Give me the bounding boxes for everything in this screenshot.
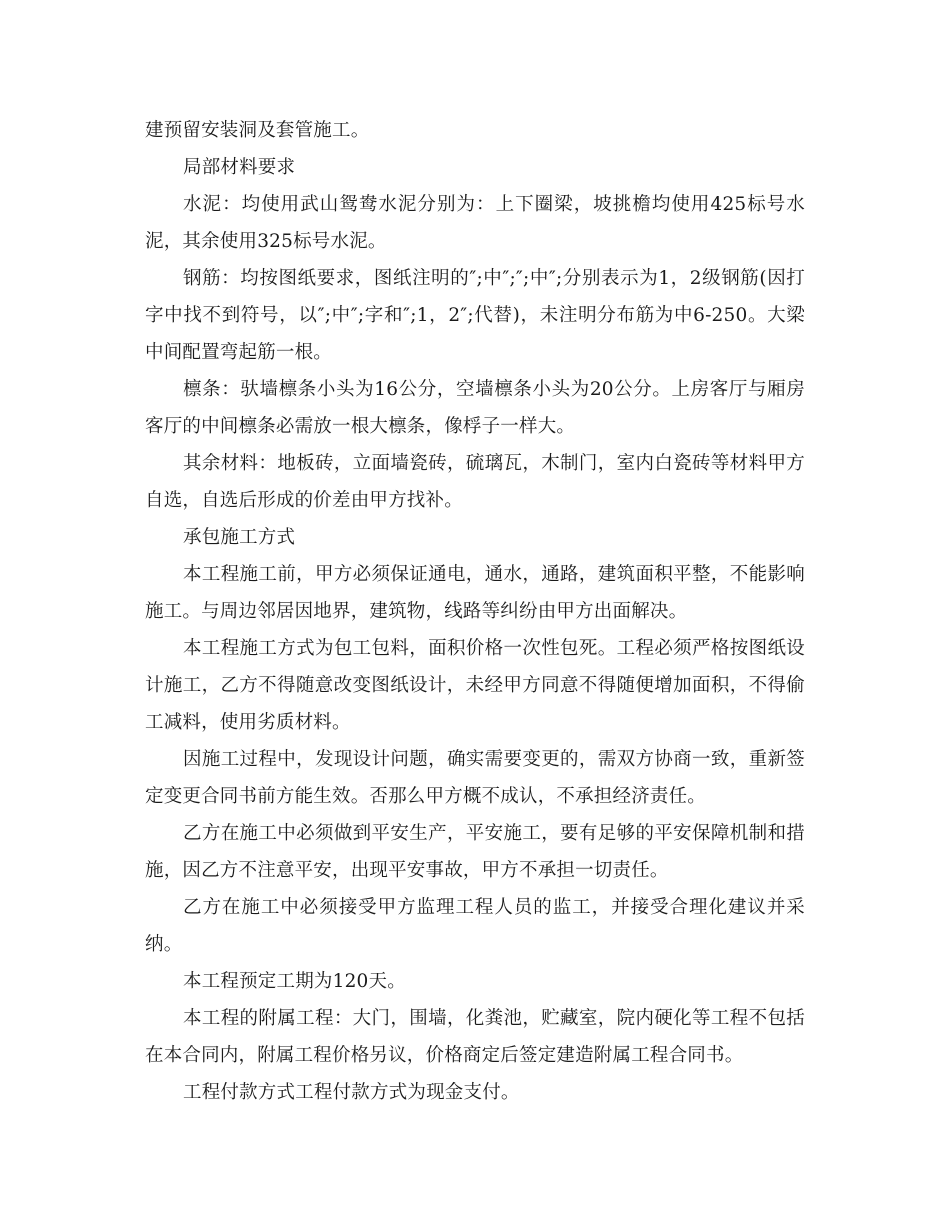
paragraph: 因施工过程中，发现设计问题，确实需要变更的，需双方协商一致，重新签定变更合同书前方能生效。否那么甲方概不成认，不承担经济责任。 (145, 749, 805, 807)
paragraph: 水泥：均使用武山鸳鸯水泥分别为：上下圈梁，坡挑檐均使用425标号水泥，其余使用325标号水泥。 (145, 194, 805, 252)
paragraph: 工程付款方式工程付款方式为现金支付。 (183, 1082, 520, 1103)
paragraph: 乙方在施工中必须做到平安生产，平安施工，要有足够的平安保障机制和措施，因乙方不注意平安，出现平安事故，甲方不承担一切责任。 (145, 823, 805, 881)
paragraph: 本工程施工前，甲方必须保证通电，通水，通路，建筑面积平整，不能影响施工。与周边邻居因地界，建筑物，线路等纠纷由甲方出面解决。 (145, 564, 805, 622)
section-heading: 局部材料要求 (183, 157, 296, 178)
section-heading: 承包施工方式 (183, 527, 296, 548)
paragraph: 本工程预定工期为120天。 (183, 971, 406, 992)
paragraph: 本工程的附属工程：大门，围墙，化粪池，贮藏室，院内硬化等工程不包括在本合同内，附属工程价格另议，价格商定后签定建造附属工程合同书。 (145, 1008, 805, 1066)
paragraph: 钢筋：均按图纸要求，图纸注明的″;中″;″;中″;分别表示为1，2级钢筋(因打字中找不到符号，以″;中″;字和″;1，2″;代替)，未注明分布筋为中6-250。大梁中间配置弯起筋一根。 (145, 268, 805, 363)
paragraph: 建预留安装洞及套管施工。 (145, 120, 370, 141)
paragraph: 本工程施工方式为包工包料，面积价格一次性包死。工程必须严格按图纸设计施工，乙方不得随意改变图纸设计，未经甲方同意不得随便增加面积，不得偷工减料，使用劣质材料。 (145, 638, 805, 733)
paragraph: 其余材料：地板砖，立面墙瓷砖，硫璃瓦，木制门，室内白瓷砖等材料甲方自选，自选后形成的价差由甲方找补。 (145, 453, 805, 511)
paragraph: 乙方在施工中必须接受甲方监理工程人员的监工，并接受合理化建议并采纳。 (145, 897, 805, 955)
paragraph: 檩条：驮墙檩条小头为16公分，空墙檩条小头为20公分。上房客厅与厢房客厅的中间檩条必需放一根大檩条，像桴子一样大。 (145, 379, 805, 437)
document-body (145, 112, 805, 1111)
